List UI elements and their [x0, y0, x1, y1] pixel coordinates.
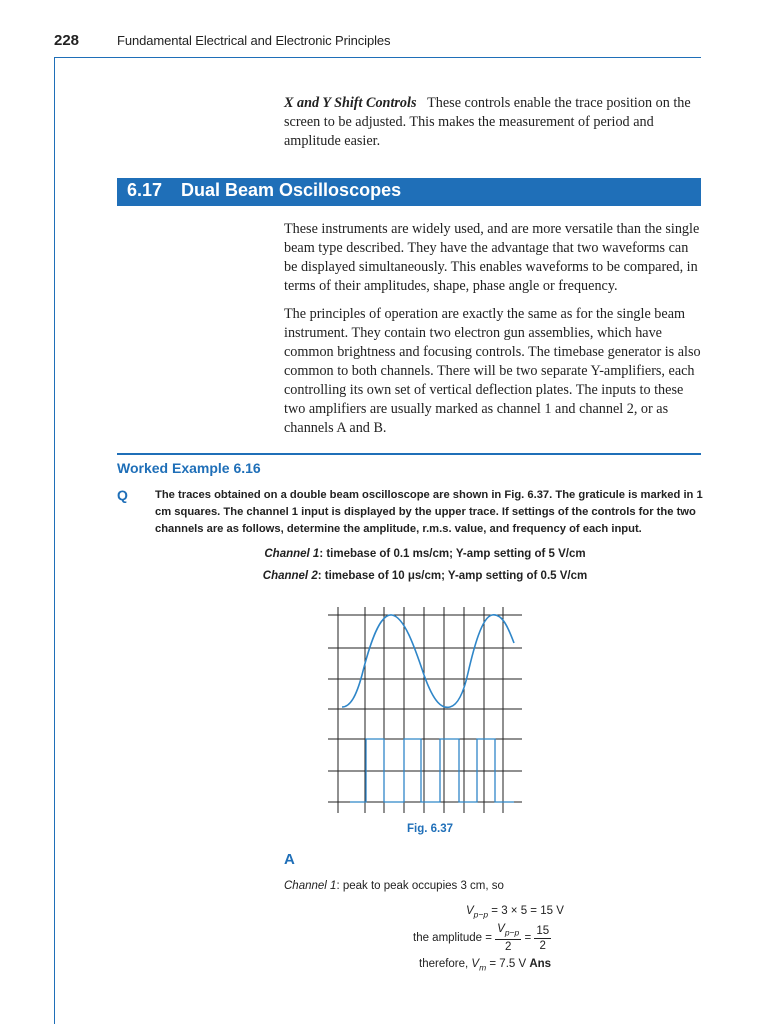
section-paragraph-2: The principles of operation are exactly the same as for the single beam instrument. They contain two electron gun assemblies, which have common brightness and focusing controls. The timebase generator is also common to both channels. There will be two separate Y-amplifiers, each controlling its own set of vertical deflection plates. The inputs to these two amplifiers are usually marked as channel 1 and channel 2, or as channels A and B.: [284, 306, 701, 436]
section-title: Dual Beam Oscilloscopes: [181, 180, 402, 200]
channel-1-settings: [200, 548, 650, 560]
worked-example-rule: [117, 453, 701, 455]
intro-text: These controls enable the trace position on the screen to be adjusted. This makes the measurement of period and amplitude easier.: [284, 95, 691, 149]
eq3-label: therefore,: [419, 958, 472, 970]
graticule-grid: [328, 607, 522, 813]
question-label: Q: [117, 487, 128, 503]
oscilloscope-figure: [320, 605, 530, 817]
header-rule: [54, 57, 701, 58]
eq2-frac1-var: V: [497, 923, 505, 935]
running-head-title: Fundamental Electrical and Electronic Principles: [117, 33, 391, 48]
answer-intro-rest: : peak to peak occupies 3 cm, so: [336, 880, 504, 892]
margin-rule: [54, 57, 55, 1024]
channel-1-sine-trace: [342, 615, 514, 708]
eq2-fraction-2: [534, 924, 551, 953]
answer-intro: [284, 880, 504, 892]
channel-2-settings: [200, 570, 650, 582]
channel-2-setting: : timebase of 10 μs/cm; Y-amp setting of 0.5 V/cm: [317, 570, 588, 582]
eq3-ans: Ans: [529, 958, 552, 970]
worked-example-title: Worked Example 6.16: [117, 460, 261, 476]
intro-lead: X and Y Shift Controls: [284, 95, 417, 111]
channel-1-label: Channel 1: [264, 548, 320, 560]
eq2-fraction-1: [495, 922, 521, 954]
question-text: The traces obtained on a double beam oscilloscope are shown in Fig. 6.37. The graticule is marked in 1 cm squares. The channel 1 input is displayed by the upper trace. If settings of the controls for the two channels are as follows, determine the amplitude, r.m.s. value, and frequency of each input.: [155, 489, 703, 535]
equation-vm: [419, 958, 551, 972]
eq2-frac1-sub: p−p: [504, 927, 520, 938]
eq1-var: V: [466, 905, 474, 917]
eq3-sub: m: [479, 962, 487, 973]
eq1-sub: p−p: [473, 909, 489, 920]
eq2-op: =: [521, 932, 535, 945]
page-number: 228: [54, 32, 80, 49]
eq2-label: the amplitude =: [413, 932, 496, 945]
eq1-rhs: = 3 × 5 = 15 V: [488, 905, 564, 917]
section-number: 6.17: [127, 180, 163, 200]
section-heading-bar: [117, 178, 701, 206]
eq3-value: = 7.5 V: [486, 958, 530, 970]
eq2-frac1-den: 2: [505, 941, 512, 954]
answer-channel-label: Channel 1: [284, 880, 337, 892]
channel-2-label: Channel 2: [262, 570, 318, 582]
intro-paragraph: [284, 94, 702, 151]
equation-vpp: [466, 905, 564, 919]
figure-caption: Fig. 6.37: [407, 823, 454, 835]
eq2-frac2-den: 2: [539, 939, 546, 952]
answer-label: A: [284, 851, 295, 868]
eq2-frac2-num: 15: [536, 924, 550, 937]
eq3-var: V: [471, 958, 480, 970]
equation-amplitude: [413, 922, 551, 954]
section-paragraph-1: These instruments are widely used, and are more versatile than the single beam type described. They have the advantage that two waveforms can be displayed simultaneously. This enables waveforms to be compared, in terms of their amplitudes, shape, phase angle or frequency.: [284, 221, 700, 294]
channel-1-setting: : timebase of 0.1 ms/cm; Y-amp setting of 5 V/cm: [319, 548, 586, 560]
